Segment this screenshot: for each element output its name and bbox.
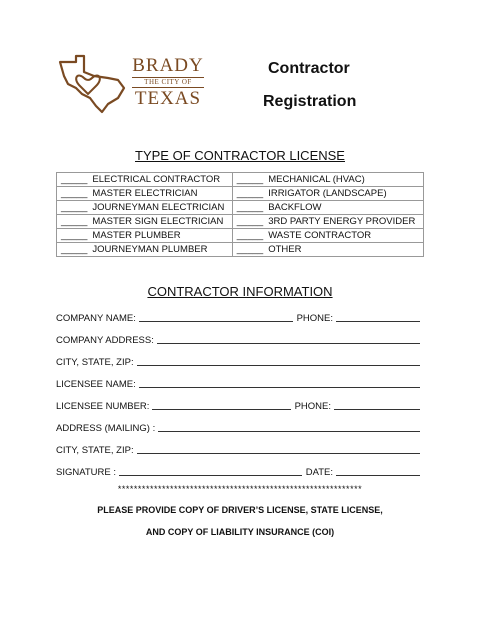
mailing-city-state-zip-row (56, 434, 424, 456)
license-cell-left[interactable] (57, 243, 233, 257)
license-checkbox-blank[interactable]: _____ (61, 216, 88, 227)
license-checkbox-blank[interactable]: _____ (236, 202, 264, 213)
contractor-section-heading: CONTRACTOR INFORMATION (147, 284, 333, 299)
license-type-label: IRRIGATOR (LANDSCAPE) (268, 188, 387, 199)
license-type-label: ELECTRICAL CONTRACTOR (92, 174, 221, 185)
license-checkbox-blank[interactable]: _____ (236, 244, 264, 255)
logo-wordmark (128, 56, 208, 109)
licensee-number-row (56, 390, 424, 412)
license-checkbox-blank[interactable]: _____ (61, 174, 88, 185)
license-row (57, 229, 424, 243)
mailing-city-state-zip-field[interactable] (137, 453, 420, 454)
license-type-label: 3RD PARTY ENERGY PROVIDER (268, 216, 416, 227)
company-address-row (56, 324, 424, 346)
notice-line1: PLEASE PROVIDE COPY OF DRIVER’S LICENSE, STATE LICENSE, (97, 505, 383, 515)
licensee-phone-label: PHONE: (294, 401, 331, 412)
license-type-label: BACKFLOW (268, 202, 322, 213)
notice-line2: AND COPY OF LIABILITY INSURANCE (COI) (145, 527, 335, 537)
license-cell-left[interactable] (57, 201, 233, 215)
license-checkbox-blank[interactable]: _____ (61, 188, 88, 199)
mailing-address-label: ADDRESS (MAILING) : (56, 423, 156, 434)
date-field[interactable] (336, 475, 420, 476)
license-cell-left[interactable] (57, 229, 233, 243)
company-address-field[interactable] (157, 343, 420, 344)
page-title-line2: Registration (263, 93, 357, 110)
page-title-line1: Contractor (268, 60, 350, 77)
signature-label: SIGNATURE : (56, 467, 116, 478)
mailing-address-field[interactable] (158, 431, 420, 432)
license-type-table (56, 172, 424, 257)
license-type-label: MASTER PLUMBER (92, 230, 181, 241)
mailing-city-state-zip-label: CITY, STATE, ZIP: (56, 445, 134, 456)
license-type-label: JOURNEYMAN ELECTRICIAN (92, 202, 225, 213)
license-checkbox-blank[interactable]: _____ (236, 230, 264, 241)
city-state-zip-label: CITY, STATE, ZIP: (56, 357, 134, 368)
company-name-row (56, 302, 424, 324)
license-cell-left[interactable] (57, 187, 233, 201)
license-cell-right[interactable] (232, 243, 423, 257)
mailing-address-row (56, 412, 424, 434)
license-cell-right[interactable] (232, 173, 423, 187)
license-row (57, 201, 424, 215)
license-row (57, 187, 424, 201)
license-checkbox-blank[interactable]: _____ (236, 188, 264, 199)
city-state-zip-row (56, 346, 424, 368)
signature-field[interactable] (119, 475, 302, 476)
signature-row (56, 456, 424, 478)
license-checkbox-blank[interactable]: _____ (236, 174, 264, 185)
phone-field[interactable] (336, 321, 420, 322)
license-row (57, 173, 424, 187)
company-name-label: COMPANY NAME: (56, 313, 136, 324)
licensee-name-field[interactable] (139, 387, 420, 388)
license-type-label: MASTER SIGN ELECTRICIAN (92, 216, 224, 227)
license-type-label: MECHANICAL (HVAC) (268, 174, 365, 185)
contractor-info-form (56, 302, 424, 478)
licensee-name-row (56, 368, 424, 390)
license-type-label: MASTER ELECTRICIAN (92, 188, 198, 199)
licensee-number-field[interactable] (152, 409, 290, 410)
license-checkbox-blank[interactable]: _____ (61, 202, 88, 213)
company-name-field[interactable] (139, 321, 293, 322)
license-cell-right[interactable] (232, 187, 423, 201)
license-checkbox-blank[interactable]: _____ (236, 216, 264, 227)
license-cell-left[interactable] (57, 215, 233, 229)
license-type-label: OTHER (268, 244, 302, 255)
company-address-label: COMPANY ADDRESS: (56, 335, 154, 346)
license-checkbox-blank[interactable]: _____ (61, 230, 88, 241)
license-type-label: WASTE CONTRACTOR (268, 230, 372, 241)
license-row (57, 215, 424, 229)
license-section-heading: TYPE OF CONTRACTOR LICENSE (135, 148, 345, 163)
logo-city-line: THE CITY OF (132, 77, 204, 88)
license-checkbox-blank[interactable]: _____ (61, 244, 88, 255)
logo-brady: BRADY (132, 55, 204, 76)
license-row (57, 243, 424, 257)
licensee-name-label: LICENSEE NAME: (56, 379, 136, 390)
phone-label: PHONE: (296, 313, 333, 324)
license-cell-right[interactable] (232, 229, 423, 243)
date-label: DATE: (305, 467, 333, 478)
license-cell-right[interactable] (232, 201, 423, 215)
separator-stars: ************************************************************* (117, 484, 363, 494)
logo-texas: TEXAS (134, 88, 202, 109)
licensee-phone-field[interactable] (334, 409, 420, 410)
license-type-label: JOURNEYMAN PLUMBER (92, 244, 208, 255)
license-cell-right[interactable] (232, 215, 423, 229)
city-state-zip-field[interactable] (137, 365, 420, 366)
license-cell-left[interactable] (57, 173, 233, 187)
licensee-number-label: LICENSEE NUMBER: (56, 401, 150, 412)
